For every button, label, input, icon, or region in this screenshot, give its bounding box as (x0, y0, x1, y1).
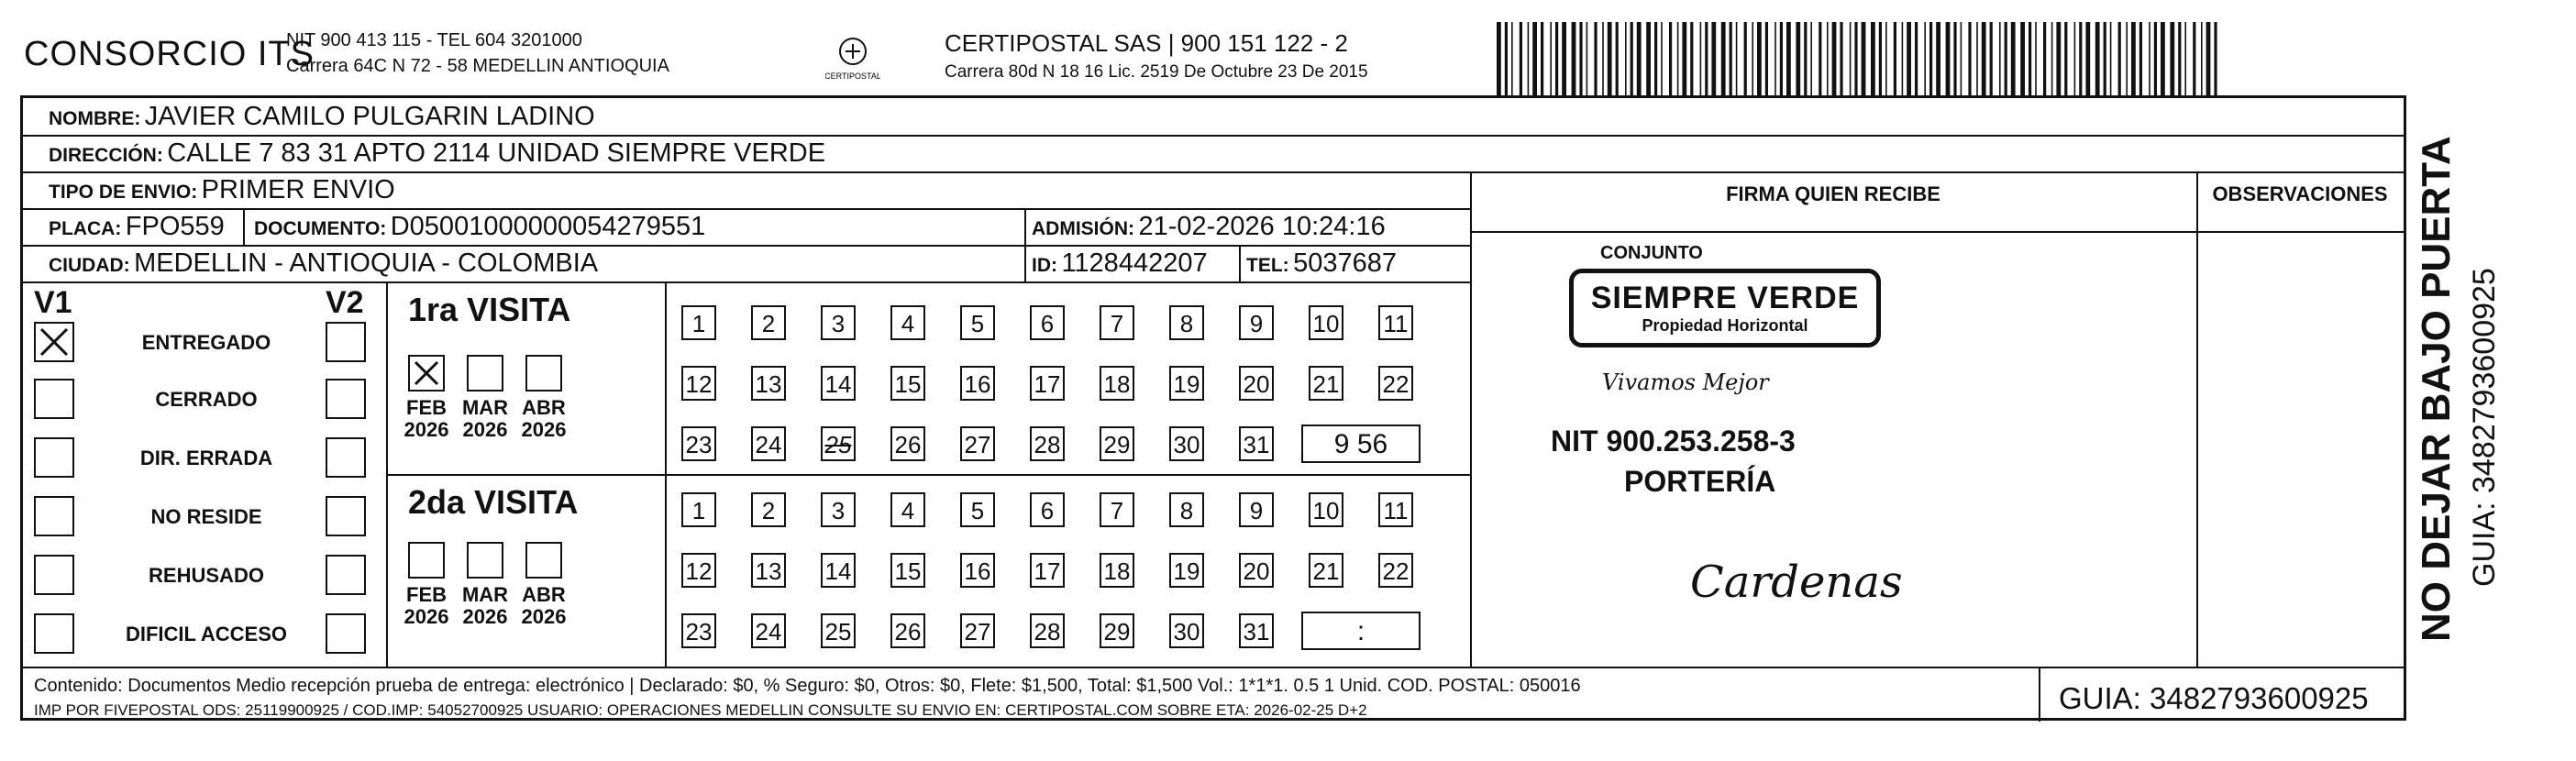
day-box-10[interactable]: 10 (1309, 492, 1343, 527)
v1-checkbox[interactable] (34, 322, 74, 362)
receiver-stamp (1551, 243, 1899, 518)
stamp-nit: NIT 900.253.258-3 (1551, 425, 1796, 458)
footer-guia: GUIA: 3482793600925 (2059, 681, 2369, 715)
stamp-sub: Propiedad Horizontal (1642, 316, 1808, 335)
day-box-2[interactable]: 2 (751, 492, 786, 527)
day-box-11[interactable]: 11 (1378, 305, 1413, 340)
side-guia: GUIA: 3482793600925 (2467, 268, 2502, 587)
plate-value: FPO559 (125, 212, 225, 241)
status-label: NO RESIDE (150, 505, 262, 528)
day-box-19[interactable]: 19 (1169, 553, 1204, 588)
day-box-7[interactable]: 7 (1100, 492, 1134, 527)
day-box-27[interactable]: 27 (960, 613, 995, 648)
day-box-20[interactable]: 20 (1239, 366, 1274, 401)
v2-checkbox[interactable] (326, 322, 366, 362)
day-box-5[interactable]: 5 (960, 305, 995, 340)
day-box-28[interactable]: 28 (1030, 426, 1065, 461)
first-visit-time: 9 56 (1301, 425, 1421, 463)
month-checkbox-mar[interactable] (467, 542, 503, 579)
day-box-1[interactable]: 1 (681, 305, 716, 340)
company-address: Carrera 64C N 72 - 58 MEDELLIN ANTIOQUIA (286, 56, 669, 76)
footer-print-line: IMP POR FIVEPOSTAL ODS: 25119900925 / COD.IMP: 54052700925 USUARIO: OPERACIONES MEDELLIN CONSULTE SU ENVIO EN: CERTIPOSTAL.COM SOBRE ETA: 2026-02-25 D+2 (34, 701, 1367, 719)
recipient-address: CALLE 7 83 31 APTO 2114 UNIDAD SIEMPRE VERDE (167, 138, 826, 168)
stamp-top: CONJUNTO (1600, 243, 1703, 263)
day-box-12[interactable]: 12 (681, 366, 716, 401)
day-box-13[interactable]: 13 (751, 553, 786, 588)
status-label: DIFICIL ACCESO (125, 623, 287, 645)
status-label: DIR. ERRADA (139, 447, 273, 469)
month-label: MAR 2026 (461, 583, 509, 628)
stamp-motto: Vivamos Mejor (1602, 369, 1769, 395)
day-box-27[interactable]: 27 (960, 426, 995, 461)
id-value: 1128442207 (1061, 248, 1208, 278)
document-value: D05001000000054279551 (390, 212, 706, 241)
day-box-29[interactable]: 29 (1100, 613, 1134, 648)
day-box-10[interactable]: 10 (1309, 305, 1343, 340)
document-label: DOCUMENTO: (254, 218, 387, 239)
day-box-16[interactable]: 16 (960, 553, 995, 588)
month-checkbox-abr[interactable] (525, 542, 562, 579)
day-box-16[interactable]: 16 (960, 366, 995, 401)
day-box-19[interactable]: 19 (1169, 366, 1204, 401)
day-box-22[interactable]: 22 (1378, 553, 1413, 588)
day-box-3[interactable]: 3 (821, 492, 856, 527)
day-box-2[interactable]: 2 (751, 305, 786, 340)
footer-content-line: Contenido: Documentos Medio recepción prueba de entrega: electrónico | Declarado: $0, % Seguro: $0, Otros: $0, Flete: $1,500, Total: $1,500 Vol.: 1*1*1. 0.5 1 Unid. COD. POSTAL: 050016 (34, 676, 1581, 696)
day-box-12[interactable]: 12 (681, 553, 716, 588)
day-box-14[interactable]: 14 (821, 366, 856, 401)
day-box-29[interactable]: 29 (1100, 426, 1134, 461)
day-box-4[interactable]: 4 (890, 492, 925, 527)
month-label: FEB 2026 (404, 396, 449, 441)
v2-checkbox[interactable] (326, 555, 366, 595)
day-box-26[interactable]: 26 (890, 426, 925, 461)
v2-checkbox[interactable] (326, 379, 366, 419)
v1-checkbox[interactable] (34, 379, 74, 419)
first-visit-title: 1ra VISITA (408, 291, 571, 328)
admission-label: ADMISIÓN: (1032, 218, 1134, 239)
send-type-label: TIPO DE ENVIO: (49, 182, 198, 203)
day-box-11[interactable]: 11 (1378, 492, 1413, 527)
v1-checkbox[interactable] (34, 613, 74, 654)
company-name: CONSORCIO ITS (24, 35, 315, 73)
day-box-24[interactable]: 24 (751, 613, 786, 648)
day-box-25[interactable]: 25 (821, 426, 856, 461)
day-box-31[interactable]: 31 (1239, 613, 1274, 648)
day-box-30[interactable]: 30 (1169, 426, 1204, 461)
status-label: CERRADO (155, 388, 258, 411)
month-checkbox-mar[interactable] (467, 355, 503, 392)
company-nit: NIT 900 413 115 - TEL 604 3201000 (286, 30, 582, 50)
v2-checkbox[interactable] (326, 496, 366, 536)
send-type: PRIMER ENVIO (201, 175, 395, 204)
day-box-17[interactable]: 17 (1030, 553, 1065, 588)
stamp-main: SIEMPRE VERDE (1590, 281, 1860, 315)
certipostal-seal-icon (825, 31, 880, 86)
month-checkbox-feb[interactable] (408, 542, 445, 579)
day-box-4[interactable]: 4 (890, 305, 925, 340)
form-frame (20, 95, 2406, 721)
day-box-14[interactable]: 14 (821, 553, 856, 588)
day-box-28[interactable]: 28 (1030, 613, 1065, 648)
day-box-23[interactable]: 23 (681, 613, 716, 648)
day-box-24[interactable]: 24 (751, 426, 786, 461)
stamp-porteria: PORTERÍA (1624, 465, 1776, 498)
v1-checkbox[interactable] (34, 555, 74, 595)
day-box-22[interactable]: 22 (1378, 366, 1413, 401)
day-box-21[interactable]: 21 (1309, 366, 1343, 401)
name-label: NOMBRE: (49, 108, 141, 129)
day-box-7[interactable]: 7 (1100, 305, 1134, 340)
day-box-6[interactable]: 6 (1030, 305, 1065, 340)
month-label: FEB 2026 (404, 583, 449, 628)
seal-text: CERTIPOSTAL (825, 72, 880, 81)
day-box-26[interactable]: 26 (890, 613, 925, 648)
month-label: MAR 2026 (461, 396, 509, 441)
day-box-6[interactable]: 6 (1030, 492, 1065, 527)
v1-label: V1 (34, 285, 72, 320)
day-box-23[interactable]: 23 (681, 426, 716, 461)
day-box-9[interactable]: 9 (1239, 492, 1274, 527)
v1-checkbox[interactable] (34, 437, 74, 478)
day-box-21[interactable]: 21 (1309, 553, 1343, 588)
city-label: CIUDAD: (49, 255, 130, 276)
company-info (286, 28, 669, 79)
signature-header: FIRMA QUIEN RECIBE (1726, 182, 1940, 205)
day-box-15[interactable]: 15 (890, 366, 925, 401)
recipient-name: JAVIER CAMILO PULGARIN LADINO (144, 102, 595, 131)
tel-value: 5037687 (1293, 248, 1398, 278)
day-box-13[interactable]: 13 (751, 366, 786, 401)
receiver-signature: Cardenas (1690, 557, 1903, 608)
day-box-9[interactable]: 9 (1239, 305, 1274, 340)
license-line: Carrera 80d N 18 16 Lic. 2519 De Octubre 23 De 2015 (945, 62, 1368, 82)
second-visit-time: : (1301, 612, 1421, 650)
day-box-18[interactable]: 18 (1100, 553, 1134, 588)
day-box-5[interactable]: 5 (960, 492, 995, 527)
city-value: MEDELLIN - ANTIOQUIA - COLOMBIA (134, 248, 599, 278)
barcode-icon (1497, 22, 2221, 95)
v2-label: V2 (326, 285, 364, 320)
address-label: DIRECCIÓN: (49, 145, 163, 166)
day-box-8[interactable]: 8 (1169, 492, 1204, 527)
v1-checkbox[interactable] (34, 496, 74, 536)
day-box-31[interactable]: 31 (1239, 426, 1274, 461)
month-checkbox-abr[interactable] (525, 355, 562, 392)
status-label: ENTREGADO (141, 331, 271, 354)
v2-checkbox[interactable] (326, 613, 366, 654)
day-box-18[interactable]: 18 (1100, 366, 1134, 401)
day-box-3[interactable]: 3 (821, 305, 856, 340)
tel-label: TEL: (1246, 255, 1289, 276)
observations-header: OBSERVACIONES (2212, 182, 2388, 205)
month-checkbox-feb[interactable] (408, 355, 445, 392)
day-box-17[interactable]: 17 (1030, 366, 1065, 401)
month-label: ABR 2026 (521, 583, 567, 628)
v2-checkbox[interactable] (326, 437, 366, 478)
day-box-25[interactable]: 25 (821, 613, 856, 648)
day-box-8[interactable]: 8 (1169, 305, 1204, 340)
second-visit-title: 2da VISITA (408, 483, 579, 521)
day-box-1[interactable]: 1 (681, 492, 716, 527)
day-box-15[interactable]: 15 (890, 553, 925, 588)
status-label: REHUSADO (149, 564, 264, 587)
admission-value: 21-02-2026 10:24:16 (1138, 212, 1386, 241)
day-box-30[interactable]: 30 (1169, 613, 1204, 648)
month-label: ABR 2026 (521, 396, 567, 441)
certipostal-line: CERTIPOSTAL SAS | 900 151 122 - 2 (945, 29, 1348, 57)
id-label: ID: (1032, 255, 1057, 276)
side-warning: NO DEJAR BAJO PUERTA (2414, 136, 2459, 642)
day-box-20[interactable]: 20 (1239, 553, 1274, 588)
plate-label: PLACA: (49, 218, 122, 239)
